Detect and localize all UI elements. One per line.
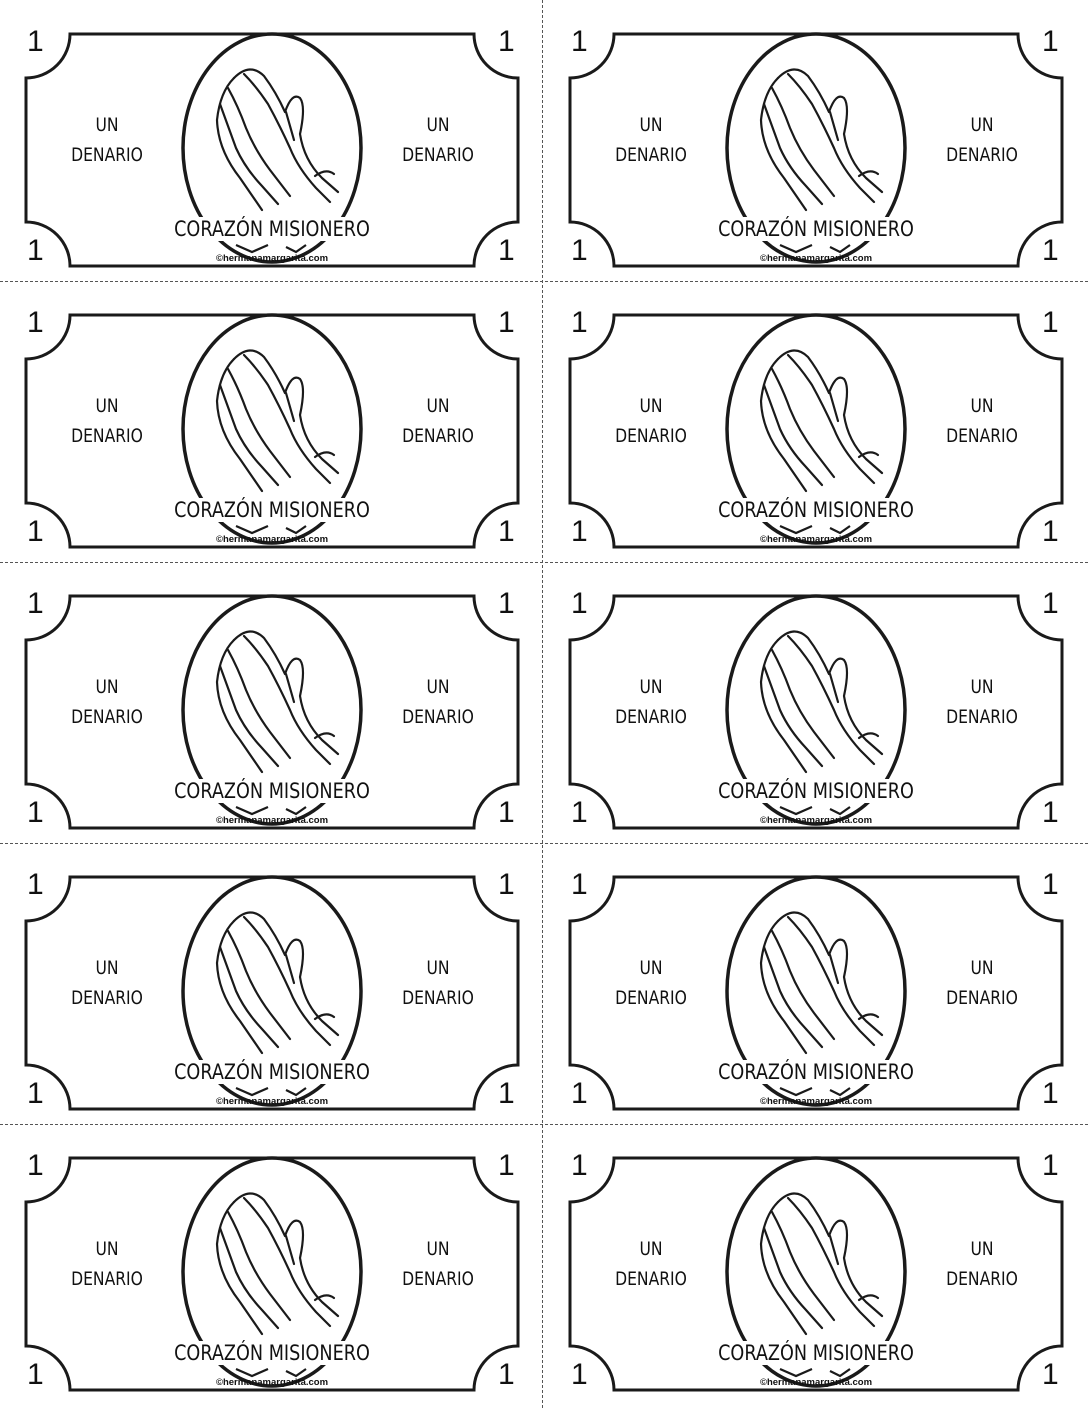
copyright-credit: ©hermanamargarita.com (759, 1377, 873, 1388)
corner-value-top-right: 1 (498, 1149, 515, 1182)
corner-value-top-left: 1 (571, 25, 588, 58)
corner-value-top-right: 1 (1042, 25, 1059, 58)
denomination-right (393, 953, 483, 1013)
corner-value-bottom-right: 1 (1042, 515, 1059, 548)
brand-title: CORAZÓN MISIONERO (171, 779, 373, 803)
denario-bill (0, 0, 544, 281)
denomination-left-line1: UN (95, 1238, 119, 1260)
horizontal-cut-line (0, 1124, 1088, 1125)
corner-value-bottom-right: 1 (1042, 796, 1059, 829)
denomination-right-line2: DENARIO (402, 425, 474, 447)
brand-title: CORAZÓN MISIONERO (715, 779, 917, 803)
denario-bill (544, 0, 1088, 281)
corner-value-bottom-left: 1 (27, 796, 44, 829)
corner-value-bottom-left: 1 (27, 1358, 44, 1391)
denomination-right-line2: DENARIO (402, 1268, 474, 1290)
denomination-right-line1: UN (970, 1238, 994, 1260)
denomination-left-line1: UN (639, 676, 663, 698)
denomination-left (62, 391, 152, 451)
denomination-left-line2: DENARIO (71, 706, 143, 728)
denomination-right-line1: UN (970, 114, 994, 136)
denomination-left (62, 672, 152, 732)
denario-bill (0, 562, 544, 843)
brand-title: CORAZÓN MISIONERO (171, 498, 373, 522)
brand-title: CORAZÓN MISIONERO (715, 1060, 917, 1084)
corner-value-bottom-left: 1 (571, 796, 588, 829)
corner-value-bottom-left: 1 (571, 515, 588, 548)
corner-value-bottom-right: 1 (498, 1358, 515, 1391)
corner-value-top-right: 1 (498, 25, 515, 58)
denomination-right-line1: UN (970, 395, 994, 417)
corner-value-bottom-right: 1 (1042, 1358, 1059, 1391)
denario-bill (0, 1124, 544, 1405)
denomination-right-line1: UN (426, 957, 450, 979)
copyright-credit: ©hermanamargarita.com (759, 534, 873, 545)
denomination-left-line2: DENARIO (615, 425, 687, 447)
vertical-cut-line (542, 0, 543, 1408)
denomination-left-line2: DENARIO (615, 706, 687, 728)
corner-value-top-left: 1 (571, 1149, 588, 1182)
denomination-right-line2: DENARIO (402, 144, 474, 166)
corner-value-bottom-left: 1 (27, 1077, 44, 1110)
denario-bill (544, 843, 1088, 1124)
denomination-right (393, 391, 483, 451)
horizontal-cut-line (0, 562, 1088, 563)
denomination-right (937, 1234, 1027, 1294)
denomination-right-line2: DENARIO (946, 425, 1018, 447)
copyright-credit: ©hermanamargarita.com (759, 815, 873, 826)
corner-value-top-right: 1 (498, 306, 515, 339)
corner-value-top-left: 1 (27, 306, 44, 339)
corner-value-top-left: 1 (571, 587, 588, 620)
denomination-left-line2: DENARIO (615, 1268, 687, 1290)
denomination-left (606, 1234, 696, 1294)
corner-value-top-right: 1 (1042, 587, 1059, 620)
denomination-left-line1: UN (639, 957, 663, 979)
corner-value-top-right: 1 (1042, 306, 1059, 339)
denomination-right-line1: UN (426, 1238, 450, 1260)
corner-value-top-right: 1 (1042, 868, 1059, 901)
denomination-left (62, 1234, 152, 1294)
denomination-right (937, 110, 1027, 170)
corner-value-bottom-right: 1 (498, 515, 515, 548)
corner-value-bottom-right: 1 (498, 1077, 515, 1110)
corner-value-bottom-left: 1 (571, 1077, 588, 1110)
denomination-left-line2: DENARIO (615, 144, 687, 166)
corner-value-top-left: 1 (27, 1149, 44, 1182)
denomination-right-line2: DENARIO (402, 987, 474, 1009)
denomination-left-line1: UN (95, 395, 119, 417)
denomination-left-line1: UN (639, 395, 663, 417)
denomination-left (62, 110, 152, 170)
denomination-right (937, 953, 1027, 1013)
denario-bill (544, 562, 1088, 843)
denomination-right-line1: UN (970, 957, 994, 979)
denomination-left-line2: DENARIO (71, 1268, 143, 1290)
brand-title: CORAZÓN MISIONERO (715, 217, 917, 241)
denomination-right-line2: DENARIO (946, 1268, 1018, 1290)
denomination-right (393, 110, 483, 170)
denomination-left-line1: UN (95, 114, 119, 136)
corner-value-top-left: 1 (27, 868, 44, 901)
denomination-right (937, 672, 1027, 732)
denomination-left-line1: UN (95, 957, 119, 979)
denomination-right-line2: DENARIO (946, 144, 1018, 166)
copyright-credit: ©hermanamargarita.com (215, 815, 329, 826)
copyright-credit: ©hermanamargarita.com (215, 1377, 329, 1388)
denomination-right-line1: UN (426, 395, 450, 417)
brand-title: CORAZÓN MISIONERO (171, 217, 373, 241)
corner-value-top-left: 1 (571, 868, 588, 901)
copyright-credit: ©hermanamargarita.com (215, 253, 329, 264)
denomination-right-line1: UN (426, 676, 450, 698)
copyright-credit: ©hermanamargarita.com (215, 1096, 329, 1107)
corner-value-bottom-left: 1 (27, 234, 44, 267)
denario-bill (0, 843, 544, 1124)
corner-value-top-left: 1 (27, 25, 44, 58)
corner-value-top-left: 1 (571, 306, 588, 339)
denomination-left-line2: DENARIO (71, 144, 143, 166)
copyright-credit: ©hermanamargarita.com (215, 534, 329, 545)
denario-bill (0, 281, 544, 562)
denario-bill (544, 281, 1088, 562)
denomination-left-line2: DENARIO (71, 425, 143, 447)
denomination-right-line1: UN (426, 114, 450, 136)
denomination-right-line1: UN (970, 676, 994, 698)
corner-value-top-left: 1 (27, 587, 44, 620)
denomination-left-line2: DENARIO (71, 987, 143, 1009)
corner-value-bottom-right: 1 (498, 234, 515, 267)
corner-value-bottom-left: 1 (27, 515, 44, 548)
denomination-right (393, 672, 483, 732)
brand-title: CORAZÓN MISIONERO (171, 1060, 373, 1084)
corner-value-bottom-right: 1 (1042, 1077, 1059, 1110)
horizontal-cut-line (0, 843, 1088, 844)
copyright-credit: ©hermanamargarita.com (759, 1096, 873, 1107)
copyright-credit: ©hermanamargarita.com (759, 253, 873, 264)
denomination-right-line2: DENARIO (946, 987, 1018, 1009)
corner-value-bottom-left: 1 (571, 234, 588, 267)
denomination-left (606, 110, 696, 170)
corner-value-top-right: 1 (498, 868, 515, 901)
brand-title: CORAZÓN MISIONERO (715, 1341, 917, 1365)
corner-value-bottom-left: 1 (571, 1358, 588, 1391)
denomination-left (606, 391, 696, 451)
corner-value-top-right: 1 (498, 587, 515, 620)
denomination-right (937, 391, 1027, 451)
denomination-left-line1: UN (639, 114, 663, 136)
denomination-right (393, 1234, 483, 1294)
denomination-right-line2: DENARIO (402, 706, 474, 728)
denomination-left (62, 953, 152, 1013)
horizontal-cut-line (0, 281, 1088, 282)
corner-value-top-right: 1 (1042, 1149, 1059, 1182)
denomination-left-line2: DENARIO (615, 987, 687, 1009)
corner-value-bottom-right: 1 (1042, 234, 1059, 267)
denomination-right-line2: DENARIO (946, 706, 1018, 728)
denomination-left (606, 672, 696, 732)
denomination-left (606, 953, 696, 1013)
denomination-left-line1: UN (95, 676, 119, 698)
corner-value-bottom-right: 1 (498, 796, 515, 829)
denario-bill (544, 1124, 1088, 1405)
brand-title: CORAZÓN MISIONERO (171, 1341, 373, 1365)
brand-title: CORAZÓN MISIONERO (715, 498, 917, 522)
denomination-left-line1: UN (639, 1238, 663, 1260)
